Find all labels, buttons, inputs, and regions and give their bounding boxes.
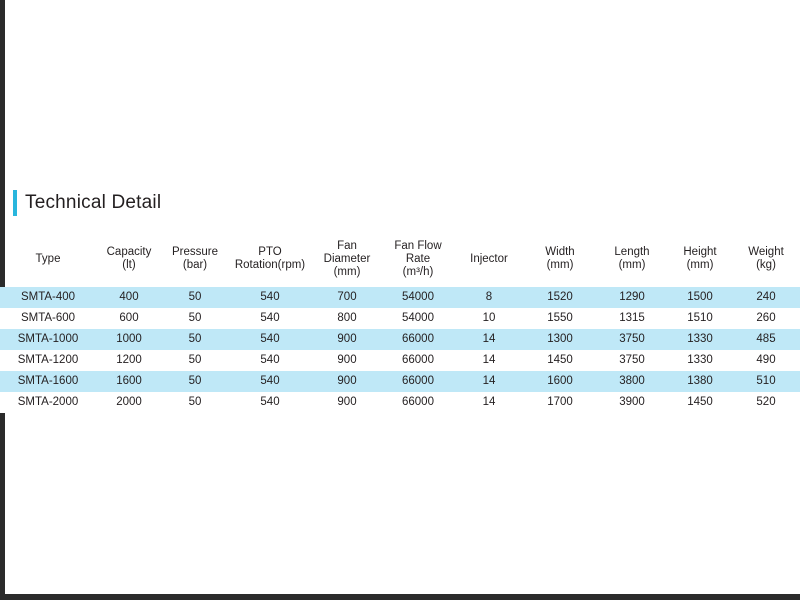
cell-width: 1520 [547, 291, 573, 303]
header-line-2: Rate [405, 252, 431, 265]
cell-type: SMTA-400 [20, 291, 76, 303]
header-line-1: Length [614, 246, 650, 258]
technical-detail-table-wrapper [0, 233, 800, 413]
column-header-injector [454, 233, 524, 287]
cell-type: SMTA-1200 [17, 354, 79, 366]
table-body [0, 287, 800, 413]
cell-length: 1290 [619, 291, 645, 303]
page-title: Technical Detail [25, 192, 162, 213]
table-row [0, 287, 800, 308]
header-line-2: (lt) [122, 259, 136, 271]
cell-height: 1330 [687, 354, 713, 366]
cell-fan-flow-rate: 66000 [402, 333, 434, 345]
cell-weight: 510 [756, 375, 776, 387]
header-line-2: Rotation(rpm) [234, 259, 306, 271]
cell-fan-diameter: 900 [337, 354, 357, 366]
cell-fan-diameter: 700 [337, 291, 357, 303]
cell-type: SMTA-1000 [17, 333, 79, 345]
section-title [13, 190, 161, 216]
cell-fan-diameter: 800 [337, 312, 357, 324]
cell-length: 3750 [619, 333, 645, 345]
header-line-2: (bar) [182, 259, 208, 271]
table-header-row [0, 233, 800, 287]
header-line-2: Diameter [323, 252, 371, 265]
header-line-1: Pressure [171, 246, 219, 258]
cell-pressure: 50 [188, 354, 202, 366]
cell-pto-rotation: 540 [260, 333, 280, 345]
cell-capacity: 600 [119, 312, 139, 324]
cell-injector: 14 [482, 375, 496, 387]
column-header-height [668, 233, 732, 287]
column-header-capacity [96, 233, 162, 287]
cell-pto-rotation: 540 [260, 375, 280, 387]
cell-type: SMTA-1600 [17, 375, 79, 387]
cell-pressure: 50 [188, 375, 202, 387]
cell-pto-rotation: 540 [260, 312, 280, 324]
cell-fan-flow-rate: 66000 [402, 375, 434, 387]
column-header-pto-rotation [228, 233, 312, 287]
header-line-1: PTO [258, 246, 282, 258]
cell-height: 1450 [687, 396, 713, 408]
cell-fan-diameter: 900 [337, 333, 357, 345]
cell-length: 3900 [619, 396, 645, 408]
cell-pressure: 50 [188, 333, 202, 345]
cell-capacity: 400 [119, 291, 139, 303]
column-header-fan-flow-rate [382, 233, 454, 287]
cell-fan-flow-rate: 54000 [402, 291, 434, 303]
header-line-1: Height [683, 246, 717, 258]
cell-injector: 8 [485, 291, 493, 303]
cell-length: 3800 [619, 375, 645, 387]
cell-height: 1510 [687, 312, 713, 324]
cell-fan-flow-rate: 66000 [402, 354, 434, 366]
cell-injector: 10 [482, 312, 496, 324]
cell-height: 1330 [687, 333, 713, 345]
header-line-1: Capacity [106, 246, 152, 258]
cell-fan-diameter: 900 [337, 396, 357, 408]
cell-weight: 485 [756, 333, 776, 345]
header-line-1: Weight [748, 246, 784, 258]
header-line-2: (mm) [618, 259, 646, 271]
cell-width: 1550 [547, 312, 573, 324]
header-line-3: (m³/h) [402, 265, 434, 278]
cell-fan-diameter: 900 [337, 375, 357, 387]
column-header-type [0, 233, 96, 287]
title-accent-bar [13, 190, 17, 216]
cell-height: 1500 [687, 291, 713, 303]
cell-pressure: 50 [188, 312, 202, 324]
technical-detail-table [0, 233, 800, 413]
cell-pto-rotation: 540 [260, 396, 280, 408]
cell-width: 1700 [547, 396, 573, 408]
header-line-1: Width [545, 246, 575, 258]
cell-height: 1380 [687, 375, 713, 387]
column-header-fan-diameter [312, 233, 382, 287]
cell-injector: 14 [482, 333, 496, 345]
header-line-2: (mm) [546, 259, 574, 271]
cell-pto-rotation: 540 [260, 354, 280, 366]
column-header-width [524, 233, 596, 287]
cell-capacity: 1000 [116, 333, 142, 345]
cell-length: 3750 [619, 354, 645, 366]
header-line-2: (kg) [756, 259, 776, 271]
cell-width: 1300 [547, 333, 573, 345]
table-row [0, 329, 800, 350]
table-row [0, 308, 800, 329]
cell-pressure: 50 [188, 396, 202, 408]
header-line-3: (mm) [333, 265, 361, 278]
cell-weight: 240 [756, 291, 776, 303]
cell-injector: 14 [482, 396, 496, 408]
cell-pto-rotation: 540 [260, 291, 280, 303]
cell-injector: 14 [482, 354, 496, 366]
column-header-weight [732, 233, 800, 287]
header-line-1: Fan Flow [394, 239, 442, 252]
header-line-1: Injector [470, 252, 508, 265]
cell-fan-flow-rate: 54000 [402, 312, 434, 324]
cell-capacity: 2000 [116, 396, 142, 408]
cell-width: 1600 [547, 375, 573, 387]
cell-type: SMTA-2000 [17, 396, 79, 408]
cell-capacity: 1200 [116, 354, 142, 366]
table-row [0, 350, 800, 371]
cell-weight: 520 [756, 396, 776, 408]
cell-weight: 260 [756, 312, 776, 324]
header-line-1: Fan [337, 239, 357, 252]
cell-capacity: 1600 [116, 375, 142, 387]
table-header [0, 233, 800, 287]
table-row [0, 392, 800, 413]
cell-weight: 490 [756, 354, 776, 366]
table-row [0, 371, 800, 392]
cell-pressure: 50 [188, 291, 202, 303]
column-header-length [596, 233, 668, 287]
cell-length: 1315 [619, 312, 645, 324]
column-header-pressure [162, 233, 228, 287]
cell-fan-flow-rate: 66000 [402, 396, 434, 408]
cell-width: 1450 [547, 354, 573, 366]
header-line-1: Type [35, 252, 61, 265]
header-line-2: (mm) [686, 259, 714, 271]
bottom-edge-band [0, 594, 800, 600]
cell-type: SMTA-600 [20, 312, 76, 324]
